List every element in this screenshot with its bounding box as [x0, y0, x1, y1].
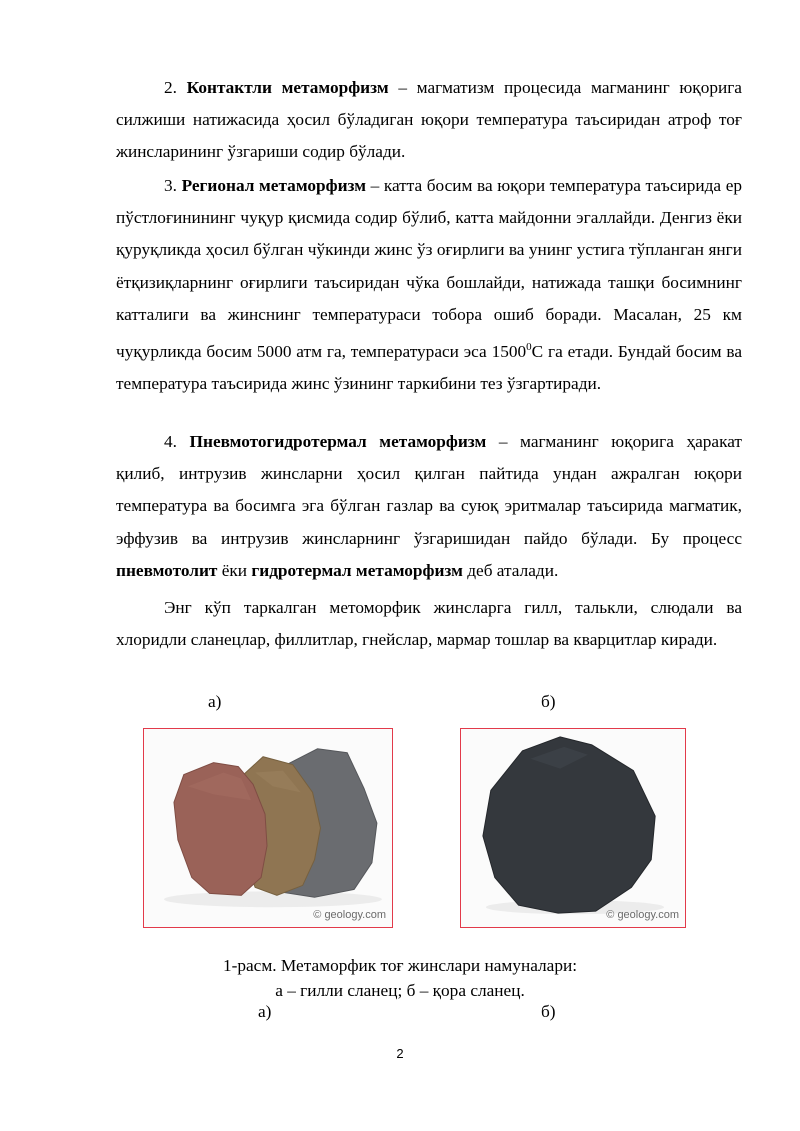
degree-superscript: 0 — [526, 341, 532, 354]
black-shale-stone-image — [461, 729, 685, 927]
watermark-a: © geology.com — [313, 909, 386, 921]
term-pneumatolite: пневмотолит — [116, 560, 218, 580]
paragraph-number: 2. — [164, 78, 177, 97]
paragraph-regional-metamorphism — [116, 170, 742, 400]
photo-black-shale — [460, 728, 686, 928]
paragraph-text-cont: деб аталади. — [467, 560, 559, 580]
paragraph-text: Энг кўп таркалган метоморфик жинсларга гилл, талькли, слюдали ва хлоридли сланецлар, филлитлар, гнейслар, мармар тошлар ва кварцитлар киради. — [116, 598, 742, 650]
photo-clay-shale — [143, 728, 393, 928]
paragraph-contact-metamorphism — [116, 72, 742, 169]
paragraph-text-cont: С га етади. Бундай босим ва температура таъсирида жинс ўзининг таркибини тез ўзгартиради. — [116, 341, 743, 393]
paragraph-text: – катта босим ва юқори температура таъсирида ер пўстлоғинининг чуқур қисмида содир бўлиб, катта майдонни эгаллайди. Денгиз ёки қуруқликда ҳосил бўлган чўкинди жинс ўз оғирлиги ва унинг устига тўпланган янги ётқизиқларнинг оғирлиги таъсиридан чўка бошлайди, натижада ташқи босимнинг катталиги ва жинснинг температураси тобора ошиб боради. Масалан, 25 км чуқурликда босим 5000 атм га, температураси эса 1500 — [116, 176, 742, 361]
figure-caption-line1: 1-расм. Метаморфик тоғ жинслари намуналари: — [222, 956, 578, 975]
term-pneumatohydrothermal: Пневмотогидротермал метаморфизм — [189, 432, 487, 451]
term-hydrothermal: гидротермал метаморфизм — [251, 560, 463, 580]
term-contact-metamorphism: Контактли метаморфизм — [186, 78, 389, 97]
watermark-b: © geology.com — [606, 909, 679, 921]
paragraph-text: – магматизм процесида магманинг юқорига силжиши натижасида ҳосил бўладиган юқори температура таъсиридан атроф тоғ жинсларининг ўзгариши содир бўлади. — [116, 78, 742, 162]
term-regional-metamorphism: Регионал метаморфизм — [181, 176, 366, 195]
figure-caption-line2: а – гилли сланец; б – қора сланец. — [275, 981, 525, 1000]
figure-label-a-bottom: а) — [258, 1002, 272, 1021]
figure-label-b-bottom: б) — [541, 1002, 556, 1021]
paragraph-number: 3. — [164, 176, 177, 195]
paragraph-text: – магманинг юқорига ҳаракат қилиб, интрузив жинсларни ҳосил қилган пайтида ундан ажралган юқори температура ва босимга эга бўлган газлар ва суюқ эритмалар таъсирида магматик, эффузив ва интрузив жинсларнинг ўзгаришидан пайдо бўлади. Бу процесс — [116, 432, 742, 548]
paragraph-pneumatohydrothermal — [116, 426, 742, 587]
paragraph-number: 4. — [164, 432, 177, 451]
clay-shale-stones-image — [144, 729, 392, 927]
figure-label-b-top: б) — [541, 692, 556, 711]
figure-label-a-top: а) — [208, 692, 222, 711]
paragraph-common-rocks — [116, 592, 742, 656]
paragraph-connector: ёки — [221, 560, 248, 580]
page-number: 2 — [396, 1046, 404, 1061]
